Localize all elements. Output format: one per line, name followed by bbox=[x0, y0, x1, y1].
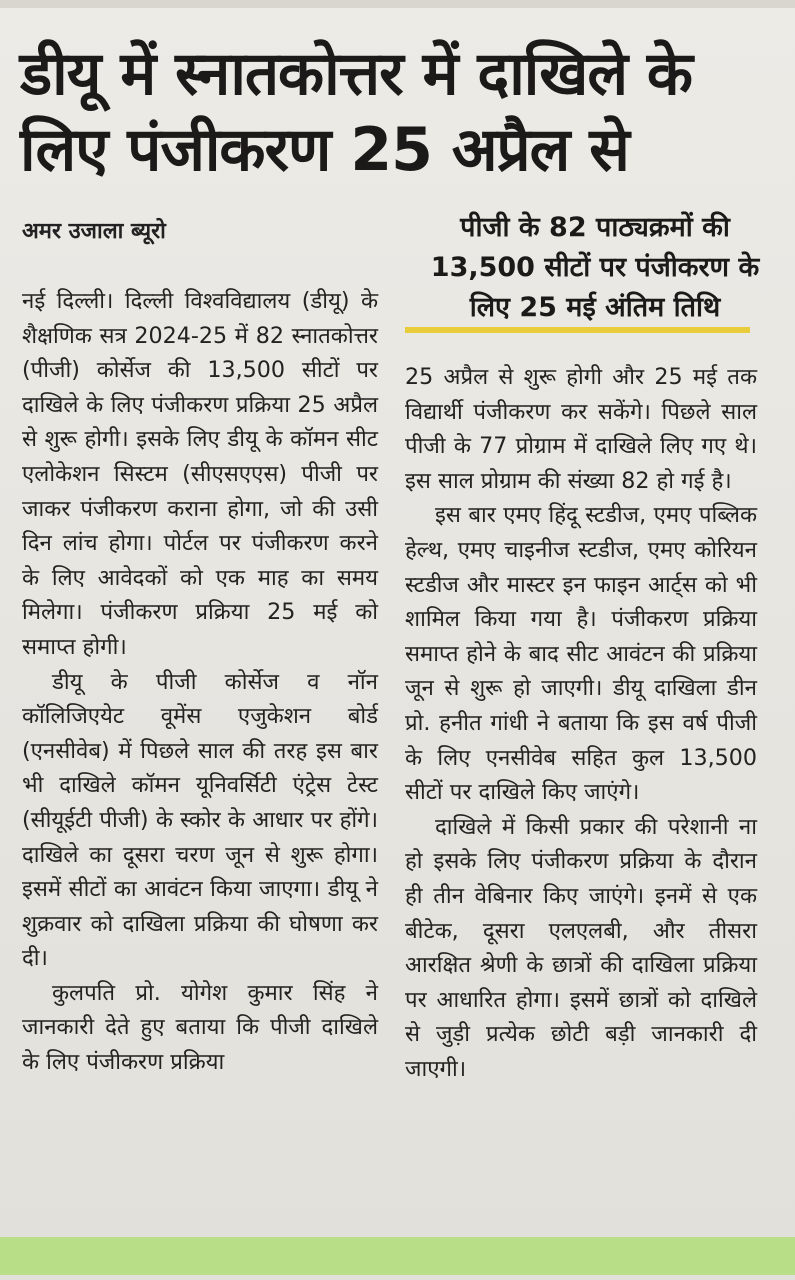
left-column bbox=[22, 284, 378, 1080]
right-paragraph-3: दाखिले में किसी प्रकार की परेशानी ना हो इसके लिए पंजीकरण प्रक्रिया के दौरान ही तीन वेबिनार किए जाएंगे। इनमें से एक बीटेक, दूसरा एलएलबी, और तीसरा आरक्षित श्रेणी के छात्रों की दाखिला प्रक्रिया पर आधारित होगा। इसमें छात्रों को दाखिले से जुड़ी प्रत्येक छोटी बड़ी जानकारी दी जाएगी। bbox=[405, 813, 757, 1082]
article-byline: अमर उजाला ब्यूरो bbox=[22, 219, 166, 244]
highlighter-mark bbox=[0, 1237, 795, 1275]
left-paragraph-1: नई दिल्ली। दिल्ली विश्वविद्यालय (डीयू) के शैक्षणिक सत्र 2024-25 में 82 स्नातकोत्तर (पीजी) कोर्सेज की 13,500 सीटों पर दाखिले के लिए पंजीकरण प्रक्रिया 25 अप्रैल से शुरू होगी। इसके लिए डीयू के कॉमन सीट एलोकेशन सिस्टम (सीएसएएस) पीजी पर जाकर पंजीकरण कराना होगा, जो की उसी दिन लांच होगा। पोर्टल पर पंजीकरण करने के लिए आवेदकों को एक माह का समय मिलेगा। पंजीकरण प्रक्रिया 25 मई को समाप्त होगी। bbox=[22, 288, 378, 660]
right-paragraph-1: 25 अप्रैल से शुरू होगी और 25 मई तक विद्यार्थी पंजीकरण कर सकेंगे। पिछले साल पीजी के 77 प्रोग्राम में दाखिले लिए गए थे। इस साल प्रोग्राम की संख्या 82 हो गई है। bbox=[405, 364, 757, 494]
article-subhead: पीजी के 82 पाठ्यक्रमों की 13,500 सीटों पर पंजीकरण के लिए 25 मई अंतिम तिथि bbox=[430, 212, 760, 323]
subhead-underline bbox=[405, 327, 750, 333]
right-column bbox=[405, 360, 757, 1086]
left-paragraph-3: कुलपति प्रो. योगेश कुमार सिंह ने जानकारी देते हुए बताया कि पीजी दाखिले के लिए पंजीकरण प्रक्रिया bbox=[22, 979, 378, 1076]
top-edge bbox=[0, 0, 795, 8]
article-headline: डीयू में स्नातकोत्तर में दाखिले के लिए पंजीकरण 25 अप्रैल से bbox=[20, 39, 693, 185]
left-paragraph-2: डीयू के पीजी कोर्सेज व नॉन कॉलिजिएयेट वूमेंस एजुकेशन बोर्ड (एनसीवेब) में पिछले साल की तरह इस बार भी दाखिले कॉमन यूनिवर्सिटी एंट्रेस टेस्ट (सीयूईटी पीजी) के स्कोर के आधार पर होंगे। दाखिले का दूसरा चरण जून से शुरू होगा। इसमें सीटों का आवंटन किया जाएगा। डीयू ने शुक्रवार को दाखिला प्रक्रिया की घोषणा कर दी। bbox=[22, 668, 378, 972]
right-paragraph-2: इस बार एमए हिंदू स्टडीज, एमए पब्लिक हेल्थ, एमए चाइनीज स्टडीज, एमए कोरियन स्टडीज और मास्टर इन फाइन आर्ट्स को भी शामिल किया गया है। पंजीकरण प्रक्रिया समाप्त होने के बाद सीट आवंटन की प्रक्रिया जून से शुरू हो जाएगी। डीयू दाखिला डीन प्रो. हनीत गांधी ने बताया कि इस वर्ष पीजी के लिए एनसीवेब सहित कुल 13,500 सीटों पर दाखिले किए जाएंगे। bbox=[405, 502, 757, 806]
